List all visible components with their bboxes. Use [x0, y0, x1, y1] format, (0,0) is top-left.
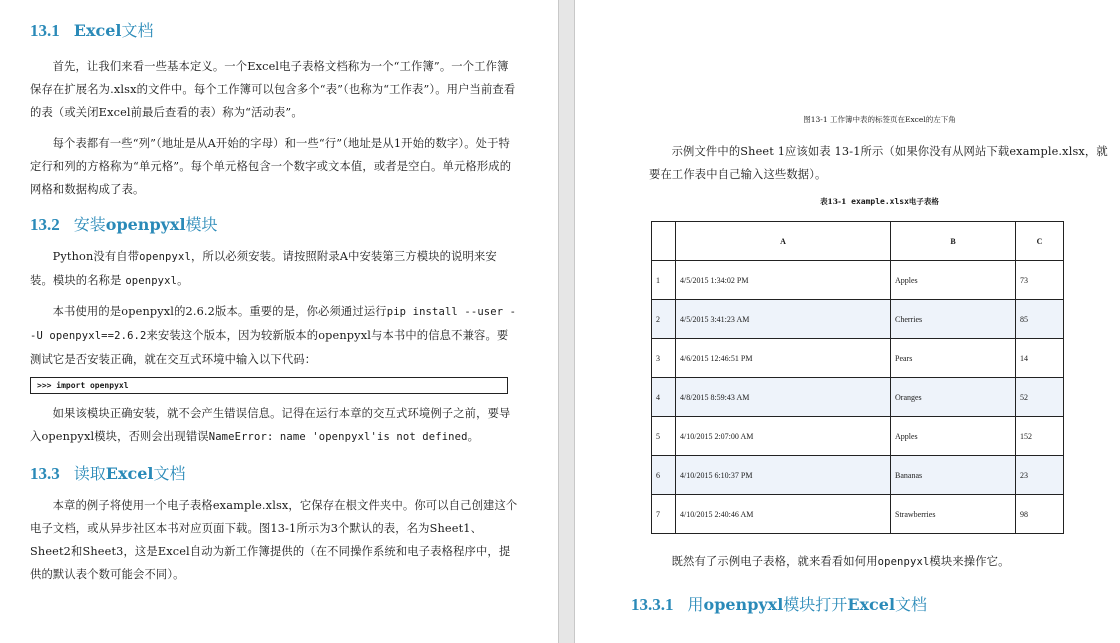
- table-row: 5 4/10/2015 2:07:00 AM Apples 152: [652, 417, 1064, 456]
- paragraph: 每个表都有一些“列”（地址是从A开始的字母）和一些“行”（地址是从1开始的数字）。处于特定行和列的方格称为“单元格”。每个单元格包含一个数字或文本值，或者是空白。单元格形成的网格和数据构成了表。: [30, 137, 512, 196]
- paragraph: Python没有自带openpyxl，所以必须安装。请按照附录A中安装第三方模块的说明来安装。模块的名称是 openpyxl。: [30, 250, 497, 287]
- section-heading-13-3-1: 13.3.1 用openpyxl模块打开Excel文档: [631, 595, 928, 614]
- table-row: 2 4/5/2015 3:41:23 AM Cherries 85: [652, 300, 1064, 339]
- paragraph: 本章的例子将使用一个电子表格example.xlsx，它保存在根文件夹中。你可以自己创建这个电子文档，或从异步社区本书对应页面下载。图13-1所示为3个默认的表，名为Sheet1、Sheet2和Sheet3，这是Excel自动为新工作簿提供的（在不同操作系统和电子表格程序中，提供的默认表个数可能会不同）。: [30, 499, 518, 581]
- table-header: C: [1016, 222, 1064, 261]
- table-caption: 表13-1 example.xlsx电子表格: [820, 197, 939, 206]
- table-header-row: [652, 222, 1064, 261]
- table-header: B: [891, 222, 1016, 261]
- table-row: 3 4/6/2015 12:46:51 PM Pears 14: [652, 339, 1064, 378]
- table-row: 7 4/10/2015 2:40:46 AM Strawberries 98: [652, 495, 1064, 534]
- section-heading-13-2: 13.2 安装openpyxl模块: [30, 215, 218, 234]
- paragraph: 示例文件中的Sheet 1应该如表 13-1所示（如果你没有从网站下载example.xlsx，就要在工作表中自己输入这些数据）。: [649, 145, 1108, 181]
- page-gutter: [558, 0, 575, 643]
- paragraph: 如果该模块正确安装，就不会产生错误信息。记得在运行本章的交互式环境例子之前，要导入openpyxl模块，否则会出现错误NameError: name 'openpyxl'is not defined。: [30, 407, 511, 443]
- table-header: [652, 222, 676, 261]
- code-block: >>> import openpyxl: [30, 377, 508, 394]
- table-row: 6 4/10/2015 6:10:37 PM Bananas 23: [652, 456, 1064, 495]
- table-row: 4 4/8/2015 8:59:43 AM Oranges 52: [652, 378, 1064, 417]
- paragraph: 既然有了示例电子表格，就来看看如何用openpyxl模块来操作它。: [671, 555, 1010, 568]
- table-header: A: [676, 222, 891, 261]
- figure-caption: 图13-1 工作簿中表的标签页在Excel的左下角: [803, 115, 956, 124]
- right-page: [575, 0, 1120, 643]
- paragraph: 本书使用的是openpyxl的2.6.2版本。重要的是，你必须通过运行pip install --user --U openpyxl==2.6.2来安装这个版本，因为较新版本的openpyxl与本书中的信息不兼容。要测试它是否安装正确，就在交互式环境中输入以下代码：: [30, 305, 517, 366]
- section-heading-13-3: 13.3 读取Excel文档: [30, 464, 186, 483]
- left-page: [0, 0, 558, 643]
- table-row: 1 4/5/2015 1:34:02 PM Apples 73: [652, 261, 1064, 300]
- section-heading-13-1: 13.1 Excel文档: [30, 21, 154, 40]
- paragraph: 首先，让我们来看一些基本定义。一个Excel电子表格文档称为一个“工作簿”。一个工作簿保存在扩展名为.xlsx的文件中。每个工作簿可以包含多个“表”（也称为“工作表”）。用户当前查看的表（或关闭Excel前最后查看的表）称为“活动表”。: [30, 60, 516, 119]
- data-table: [651, 221, 1064, 534]
